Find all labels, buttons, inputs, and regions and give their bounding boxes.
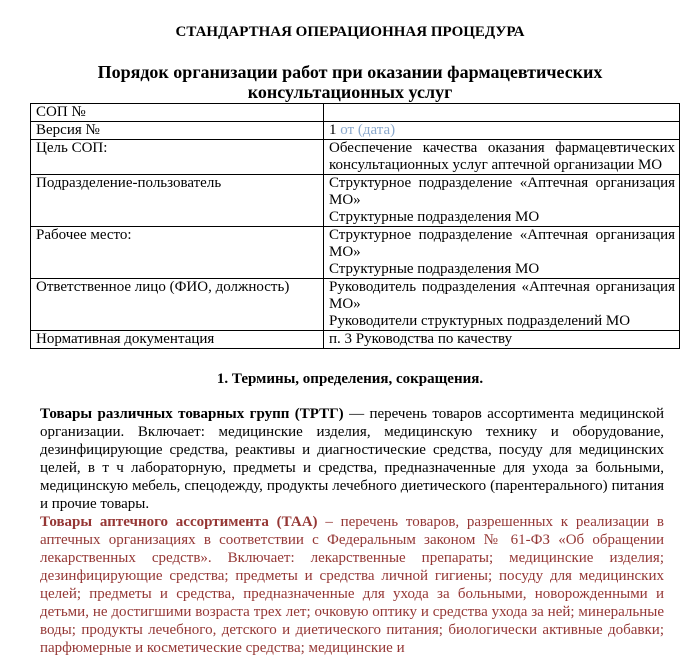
row-value-responsible — [324, 279, 680, 331]
version-number: 1 — [329, 122, 337, 138]
row-label-purpose: Цель СОП: — [31, 140, 324, 175]
row-label-user-department: Подразделение-пользователь — [31, 175, 324, 227]
document-title: Порядок организации работ при оказании фармацевтических консультационных услуг — [97, 62, 603, 102]
table-row — [31, 227, 680, 279]
value-line: Структурное подразделение «Аптечная организация МО» — [329, 175, 675, 208]
row-value-workplace — [324, 227, 680, 279]
table-row — [31, 140, 680, 175]
value-line: Структурные подразделения МО — [329, 209, 540, 225]
table-row — [31, 279, 680, 331]
value-line: Структурное подразделение «Аптечная организация МО» — [329, 227, 675, 260]
definition-term: Товары различных товарных групп (ТРТГ) — [40, 406, 344, 422]
section-body — [40, 405, 664, 657]
table-row — [31, 104, 680, 122]
table-row — [31, 175, 680, 227]
value-line: Структурные подразделения МО — [329, 261, 540, 277]
definition-text: – перечень товаров, разрешенных к реализации в аптечных организациях в соответствии с Федеральным законом № 61-ФЗ «Об обращении лекарственных средств». Включает: лекарственные препараты; медицинские изделия; дезинфицирующие средства; предметы и средства личной гигиены; посуду для медицинских целей; предметы и средства, предназначенные для ухода за больными, новорожденными и детьми, не достигшими возраста трех лет; очковую оптику и средства ухода за ней; минеральные воды; продукты лечебного, детского и диетического питания; биологически активные добавки; парфюмерные и косметические средства; медицинские и — [40, 514, 665, 656]
section-heading: 1. Термины, определения, сокращения. — [216, 371, 484, 387]
row-label-regulatory-docs: Нормативная документация — [31, 331, 324, 349]
row-value-purpose: Обеспечение качества оказания фармацевтических консультационных услуг аптечной организации МО — [324, 140, 680, 175]
row-value-sop-number — [324, 104, 680, 122]
row-label-workplace: Рабочее место: — [31, 227, 324, 279]
table-row — [31, 331, 680, 349]
document-header: СТАНДАРТНАЯ ОПЕРАЦИОННАЯ ПРОЦЕДУРА — [175, 24, 525, 40]
definition-text: — перечень товаров ассортимента медицинской организации. Включает: медицинские изделия, медицинскую технику и оборудование, дезинфицирующие средства, реактивы и диагностические средства, посуду для медицинских целей, в т ч лабораторную, предметы и средства, предназначенные для ухода за больными, медицинскую мебель, спецодежду, продукты лечебного диетического (парентерального) питания и прочие товары. — [40, 406, 665, 512]
sop-info-table — [30, 103, 680, 349]
row-value-version — [324, 122, 680, 140]
row-label-version: Версия № — [31, 122, 324, 140]
definition-term: Товары аптечного ассортимента (ТАА) — [40, 514, 318, 530]
definition-paragraph — [40, 513, 664, 657]
row-label-responsible: Ответственное лицо (ФИО, должность) — [31, 279, 324, 331]
row-value-regulatory-docs: п. 3 Руководства по качеству — [324, 331, 680, 349]
version-date-placeholder: от (дата) — [340, 122, 396, 138]
row-label-sop-number: СОП № — [31, 104, 324, 122]
table-row — [31, 122, 680, 140]
definition-paragraph — [40, 405, 664, 513]
value-line: Руководитель подразделения «Аптечная организация МО» — [329, 279, 675, 312]
value-line: Руководители структурных подразделений МО — [329, 313, 631, 329]
row-value-user-department — [324, 175, 680, 227]
